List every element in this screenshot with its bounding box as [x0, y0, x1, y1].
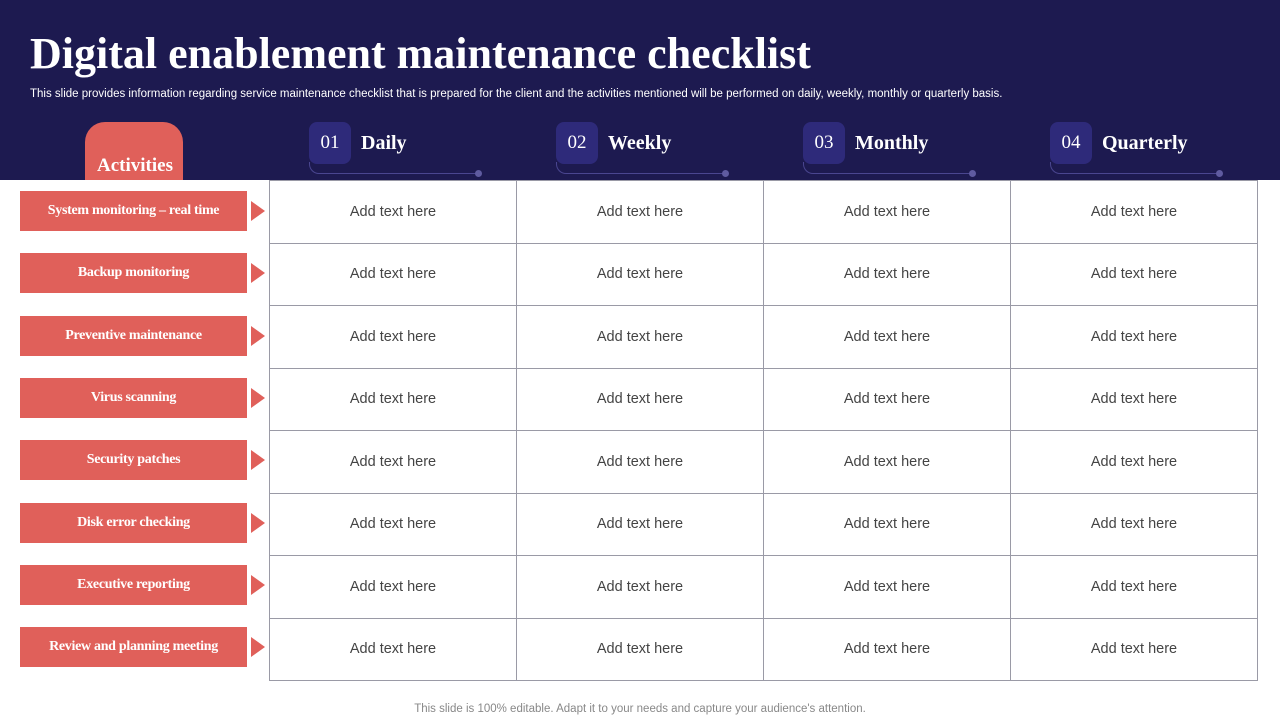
activity-review-planning-meeting: Review and planning meeting	[20, 627, 247, 667]
period-dot	[969, 170, 976, 177]
table-row	[270, 181, 1258, 244]
arrow-right-icon	[251, 388, 265, 408]
table-row	[270, 493, 1258, 556]
arrow-right-icon	[251, 450, 265, 470]
period-header-weekly	[556, 122, 736, 178]
table-cell[interactable]: Add text here	[764, 493, 1011, 556]
activity-system-monitoring: System monitoring – real time	[20, 191, 247, 231]
table-cell[interactable]: Add text here	[270, 431, 517, 494]
table-cell[interactable]: Add text here	[764, 618, 1011, 681]
period-header-monthly	[803, 122, 983, 178]
period-header-quarterly	[1050, 122, 1230, 178]
period-dot	[475, 170, 482, 177]
table-cell[interactable]: Add text here	[1011, 431, 1258, 494]
arrow-right-icon	[251, 201, 265, 221]
table-cell[interactable]: Add text here	[517, 431, 764, 494]
table-cell[interactable]: Add text here	[1011, 243, 1258, 306]
table-cell[interactable]: Add text here	[270, 181, 517, 244]
period-underline	[803, 162, 973, 174]
table-cell[interactable]: Add text here	[517, 368, 764, 431]
period-number-badge: 01	[309, 122, 351, 164]
table-cell[interactable]: Add text here	[764, 368, 1011, 431]
period-label: Monthly	[855, 132, 929, 154]
period-number-badge: 02	[556, 122, 598, 164]
table-cell[interactable]: Add text here	[1011, 493, 1258, 556]
page-subtitle: This slide provides information regarding service maintenance checklist that is prepared for the client and the activities mentioned will be performed on daily, weekly, monthly or quarterly basis.	[30, 88, 1003, 100]
table-cell[interactable]: Add text here	[517, 243, 764, 306]
arrow-right-icon	[251, 263, 265, 283]
period-header-daily	[309, 122, 489, 178]
table-cell[interactable]: Add text here	[517, 181, 764, 244]
activity-security-patches: Security patches	[20, 440, 247, 480]
table-row	[270, 556, 1258, 619]
table-cell[interactable]: Add text here	[270, 618, 517, 681]
arrow-right-icon	[251, 326, 265, 346]
activities-header: Activities	[97, 155, 173, 176]
table-row	[270, 306, 1258, 369]
arrow-right-icon	[251, 637, 265, 657]
table-row	[270, 368, 1258, 431]
table-cell[interactable]: Add text here	[1011, 306, 1258, 369]
period-underline	[1050, 162, 1220, 174]
period-dot	[722, 170, 729, 177]
table-cell[interactable]: Add text here	[270, 556, 517, 619]
table-cell[interactable]: Add text here	[517, 306, 764, 369]
table-row	[270, 431, 1258, 494]
footer-note: This slide is 100% editable. Adapt it to your needs and capture your audience's attention.	[414, 703, 866, 715]
table-cell[interactable]: Add text here	[764, 243, 1011, 306]
table-cell[interactable]: Add text here	[517, 618, 764, 681]
checklist-table	[269, 180, 1258, 681]
period-dot	[1216, 170, 1223, 177]
period-label: Weekly	[608, 132, 672, 154]
activity-virus-scanning: Virus scanning	[20, 378, 247, 418]
table-cell[interactable]: Add text here	[1011, 368, 1258, 431]
table-cell[interactable]: Add text here	[270, 243, 517, 306]
activity-executive-reporting: Executive reporting	[20, 565, 247, 605]
table-cell[interactable]: Add text here	[764, 431, 1011, 494]
table-cell[interactable]: Add text here	[1011, 556, 1258, 619]
table-cell[interactable]: Add text here	[517, 493, 764, 556]
activity-backup-monitoring: Backup monitoring	[20, 253, 247, 293]
period-label: Daily	[361, 132, 407, 154]
period-number-badge: 03	[803, 122, 845, 164]
page-title: Digital enablement maintenance checklist	[30, 29, 811, 78]
period-label: Quarterly	[1102, 132, 1188, 154]
arrow-right-icon	[251, 575, 265, 595]
table-cell[interactable]: Add text here	[764, 306, 1011, 369]
table-cell[interactable]: Add text here	[764, 556, 1011, 619]
table-cell[interactable]: Add text here	[1011, 181, 1258, 244]
activity-disk-error-checking: Disk error checking	[20, 503, 247, 543]
table-cell[interactable]: Add text here	[270, 368, 517, 431]
arrow-right-icon	[251, 513, 265, 533]
period-number-badge: 04	[1050, 122, 1092, 164]
period-underline	[309, 162, 479, 174]
table-cell[interactable]: Add text here	[270, 306, 517, 369]
table-row	[270, 618, 1258, 681]
table-cell[interactable]: Add text here	[517, 556, 764, 619]
period-underline	[556, 162, 726, 174]
table-row	[270, 243, 1258, 306]
table-cell[interactable]: Add text here	[764, 181, 1011, 244]
table-cell[interactable]: Add text here	[270, 493, 517, 556]
activity-preventive-maintenance: Preventive maintenance	[20, 316, 247, 356]
table-cell[interactable]: Add text here	[1011, 618, 1258, 681]
